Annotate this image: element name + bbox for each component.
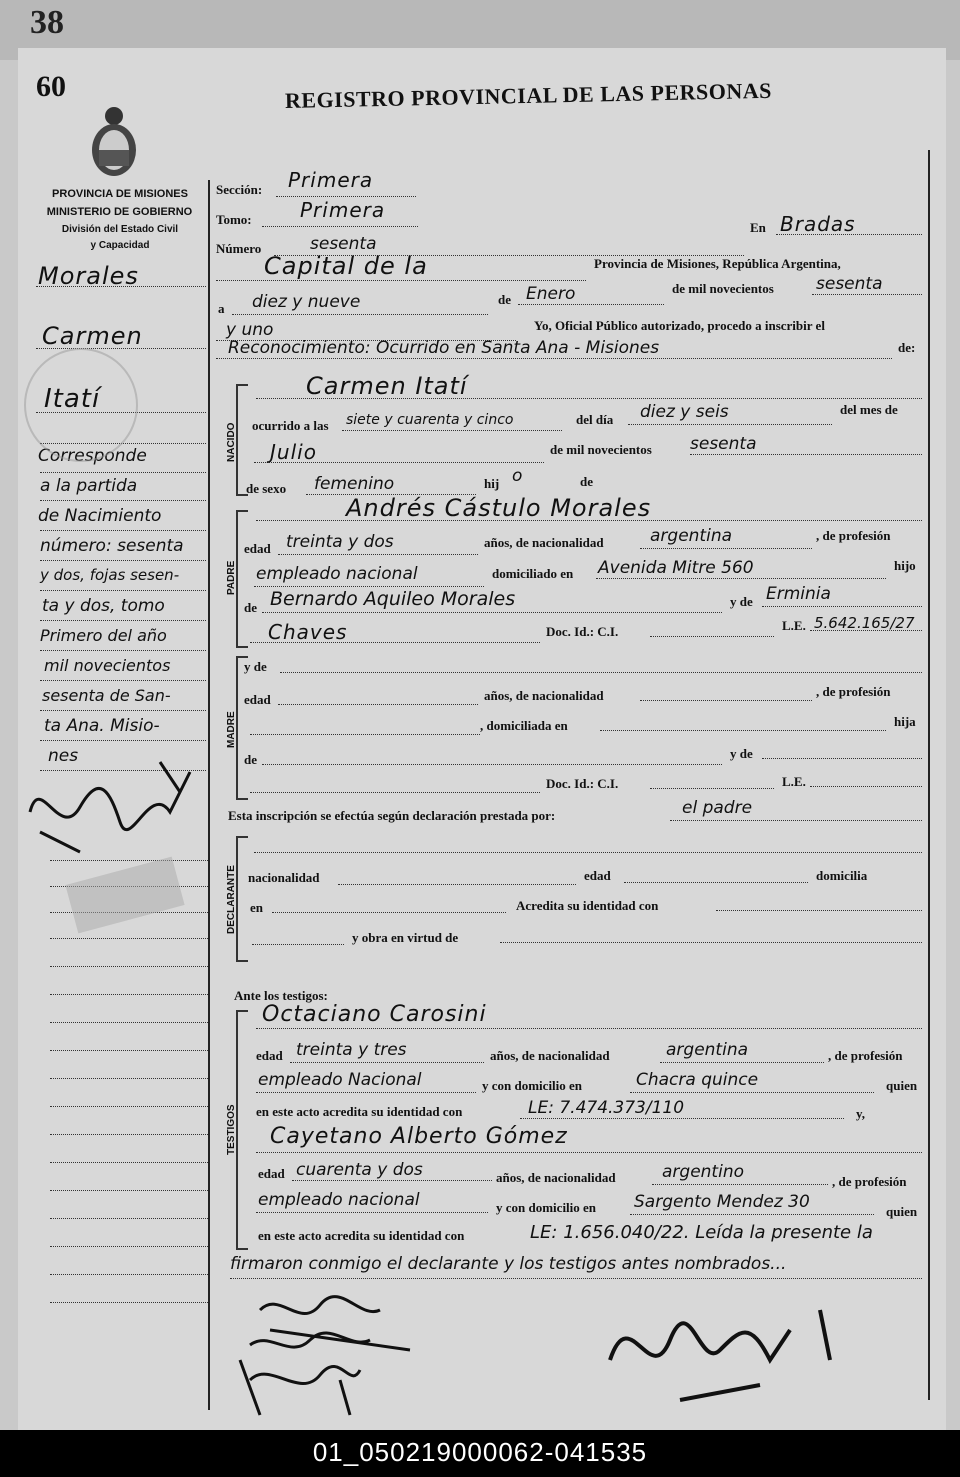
doc-line (650, 636, 774, 637)
mil-label: de mil novecientos (672, 281, 774, 296)
archive-id: 01_050219000062-041535 (0, 1430, 960, 1477)
padre-nac-value: argentina (650, 526, 733, 546)
madre-nac-line (640, 700, 812, 701)
t2-edad-line (292, 1180, 492, 1181)
de-label: de (498, 292, 511, 307)
madre-abuela2-line (250, 792, 540, 793)
abuela-value: Erminia (766, 584, 831, 604)
hija-label: hija (894, 714, 916, 729)
seccion-label: Sección: (216, 182, 263, 197)
decl-nac-line (338, 884, 576, 885)
padre-nac-line (640, 548, 812, 549)
t1-doc-line (520, 1118, 844, 1119)
margin-line (50, 994, 210, 995)
reconoc-line (216, 358, 892, 359)
t1-acredita-label: en este acto acredita su identidad con (256, 1104, 463, 1119)
padre-dom-line (596, 578, 886, 579)
margin-line (50, 1022, 210, 1023)
margin-line (40, 710, 206, 711)
sexo-value: femenino (314, 474, 395, 494)
margin-signature (20, 752, 220, 862)
hijo-value: o (512, 466, 523, 486)
frame-left-line (208, 180, 210, 1410)
esta-line (670, 820, 922, 821)
testigos-side-label: TESTIGOS (226, 1104, 237, 1156)
dia-value: diez y seis (640, 402, 729, 422)
hora-line (342, 430, 562, 431)
margin-line (50, 1162, 210, 1163)
madre-abuelo-line (262, 764, 722, 765)
t1-prof-label: , de profesión (828, 1048, 903, 1063)
t2-doc-value: LE: 1.656.040/22. Leída la presente la (530, 1222, 873, 1243)
margin-note-line: ta Ana. Misio- (44, 716, 160, 736)
t2-dom-line (630, 1214, 874, 1215)
doc-label: Doc. Id.: C.I. (546, 624, 619, 639)
edad-label: edad (244, 541, 271, 556)
nacionalidad-label: nacionalidad (248, 870, 320, 885)
decl-obra-line-b (500, 942, 922, 943)
frame-right-line (928, 150, 930, 1400)
padre-dom-value: Avenida Mitre 560 (598, 558, 754, 578)
t1-prof-value: empleado Nacional (258, 1070, 422, 1090)
del-dia-label: del día (576, 412, 614, 427)
a-value: diez y nueve (252, 292, 361, 312)
padre-edad-value: treinta y dos (286, 532, 394, 552)
madre-dom-line (600, 730, 886, 731)
t2-nac-label: años, de nacionalidad (496, 1170, 616, 1185)
y-de2-label: y de (244, 659, 267, 674)
margin-line (50, 1078, 210, 1079)
abuela-line (762, 606, 922, 607)
coat-of-arms-icon (86, 104, 142, 182)
margin-note-line: ta y dos, tomo (42, 596, 165, 616)
padre-edad-line (278, 554, 478, 555)
nacido-side-label: NACIDO (226, 422, 237, 462)
margin-line (50, 1246, 210, 1247)
t2-nac-line (652, 1184, 828, 1185)
madre-side-label: MADRE (226, 711, 237, 749)
decl-dom-line (272, 912, 506, 913)
margin-line (40, 740, 206, 741)
anios-nac-label: años, de nacionalidad (484, 535, 604, 550)
anio-line (812, 294, 922, 295)
a-line (232, 314, 488, 315)
t1-dom-label: y con domicilio en (482, 1078, 583, 1093)
le-label: L.E. (782, 618, 806, 633)
declarante-side-label: DECLARANTE (226, 865, 237, 935)
domiciliada-label: , domiciliada en (480, 718, 568, 733)
ocurrido-label: ocurrido a las (252, 418, 329, 433)
le2-line (810, 786, 922, 787)
madre-prof-line (250, 734, 480, 735)
margin-line (50, 1190, 210, 1191)
t2-nombre-line (256, 1152, 922, 1153)
t2-dom-value: Sargento Mendez 30 (634, 1192, 810, 1212)
margin-note-line: nes (48, 746, 79, 766)
t2-nac-value: argentino (662, 1162, 744, 1182)
margin-note-line: Primero del año (40, 626, 167, 645)
org-province: PROVINCIA DE MISIONES (52, 188, 188, 200)
capital-line (216, 280, 586, 281)
margin-line (40, 680, 206, 681)
t1-dom-line (630, 1092, 874, 1093)
de3-label: de (580, 474, 593, 489)
margin-line (40, 472, 206, 473)
hora-value: siete y cuarenta y cinco (346, 412, 514, 428)
margin-line (50, 966, 210, 967)
margin-line (40, 530, 206, 531)
seccion-value: Primera (288, 168, 374, 192)
padre-prof-line (254, 586, 484, 587)
margin-line (50, 1302, 210, 1303)
hijo-label: hij (484, 476, 500, 491)
margin-name2: Itatí (44, 384, 101, 414)
cierre-line (230, 1278, 922, 1279)
anio2-val-line (690, 454, 922, 455)
en2-label: en (250, 900, 263, 915)
t2-edad-label: edad (258, 1166, 285, 1181)
margin-line (40, 650, 206, 651)
obra-label: y obra en virtud de (352, 930, 459, 945)
abuelo-value: Bernardo Aquileo Morales (270, 588, 516, 610)
padre-prof-value: empleado nacional (256, 564, 418, 584)
esta-label: Esta inscripción se efectúa según declaración prestada por: (228, 808, 556, 823)
tomo-line (262, 226, 418, 227)
yo-label: Yo, Oficial Público autorizado, procedo a inscribir el (534, 318, 825, 333)
abuelo-line (262, 612, 722, 613)
decl-acredita-line (716, 910, 922, 911)
margin-line (40, 500, 206, 501)
margin-line (40, 620, 206, 621)
edad2-label: edad (244, 692, 271, 707)
tomo-value: Primera (300, 198, 386, 222)
margin-line (50, 1274, 210, 1275)
de-prof2-label: , de profesión (816, 684, 891, 699)
reconoc-value: Reconocimiento: Ocurrido en Santa Ana - Misiones (228, 338, 660, 358)
t1-edad-line (290, 1062, 484, 1063)
y-de-label: y de (730, 594, 753, 609)
t2-prof-label: , de profesión (832, 1174, 907, 1189)
anios-nac2-label: años, de nacionalidad (484, 688, 604, 703)
a-label: a (218, 301, 225, 316)
t2-quien-label: quien (886, 1204, 918, 1219)
t1-nac-line (660, 1062, 824, 1063)
margin-line (40, 560, 206, 561)
madre-nombre-line (280, 672, 922, 673)
officer-signature (590, 1290, 850, 1420)
de4-label: de (244, 600, 257, 615)
old-page-number: 38 (30, 4, 64, 41)
t1-edad-value: treinta y tres (296, 1040, 407, 1060)
domicilia-label: domicilia (816, 868, 868, 883)
de5-label: de (244, 752, 257, 767)
margin-note-line: y dos, fojas sesen- (40, 566, 180, 584)
del-mes-label: del mes de (840, 402, 898, 417)
page-number: 60 (36, 70, 66, 103)
margin-note-line: número: sesenta (40, 536, 184, 556)
t2-nombre-value: Cayetano Alberto Gómez (270, 1124, 568, 1149)
nombre-value: Carmen Itatí (306, 372, 468, 400)
de2-label: de: (898, 340, 916, 355)
t1-nac-value: argentina (666, 1040, 749, 1060)
margin-line (50, 1106, 210, 1107)
t2-prof-line (256, 1212, 488, 1213)
org-division: División del Estado Civil (61, 224, 179, 235)
org-capacity: y Capacidad (90, 240, 150, 251)
testigos-label: Ante los testigos: (234, 988, 328, 1003)
mes-value: Enero (526, 284, 576, 304)
t2-edad-value: cuarenta y dos (296, 1160, 423, 1180)
anio-value: sesenta (816, 274, 883, 294)
padre-side-label: PADRE (226, 560, 237, 596)
t1-doc-value: LE: 7.474.373/110 (528, 1098, 685, 1118)
margin-line (50, 1218, 210, 1219)
margin-note-line: a la partida (40, 476, 138, 496)
padre-nombre-value: Andrés Cástulo Morales (346, 494, 652, 522)
t1-y-label: y, (856, 1106, 866, 1121)
y-de3-label: y de (730, 746, 753, 761)
cierre-value: firmaron conmigo el declarante y los testigos antes nombrados... (230, 1254, 787, 1274)
seal-stamp (24, 348, 138, 462)
decl-edad-line (624, 882, 808, 883)
declarante-nombre-line (254, 852, 922, 853)
margin-line (50, 1050, 210, 1051)
domiciliado-label: domiciliado en (492, 566, 574, 581)
t1-dom-value: Chacra quince (636, 1070, 759, 1090)
de-prof-label: , de profesión (816, 528, 891, 543)
le2-label: L.E. (782, 774, 806, 789)
en-value: Bradas (780, 212, 856, 236)
t1-nombre-value: Octaciano Carosini (262, 1002, 487, 1027)
madre-edad-line (278, 704, 478, 705)
margin-line (40, 590, 206, 591)
margin-line (50, 938, 210, 939)
anio-value-2: y uno (226, 320, 274, 340)
witness-signatures (210, 1290, 470, 1420)
seccion-line (276, 196, 416, 197)
capital-value: Capital de la (264, 252, 428, 280)
margin-surname: Morales (38, 262, 139, 290)
t2-prof-value: empleado nacional (258, 1190, 420, 1210)
margin-note-line: sesenta de San- (42, 686, 171, 705)
madre-abuela-line (762, 758, 922, 759)
tomo-label: Tomo: (216, 212, 252, 227)
abuela-value-2: Chaves (268, 620, 348, 644)
t2-acredita-label: en este acto acredita su identidad con (258, 1228, 465, 1243)
doc2-label: Doc. Id.: C.I. (546, 776, 619, 791)
document-title: REGISTRO PROVINCIAL DE LAS PERSONAS (284, 77, 773, 113)
margin-name1: Carmen (42, 322, 143, 350)
edad3-label: edad (584, 868, 611, 883)
t1-nac-label: años, de nacionalidad (490, 1048, 610, 1063)
mil2-label: de mil novecientos (550, 442, 652, 457)
acredita-label: Acredita su identidad con (516, 898, 659, 913)
numero-label: Número (216, 241, 262, 256)
julio-value: Julio (270, 440, 317, 464)
decl-obra-line-a (252, 944, 344, 945)
esta-value: el padre (682, 798, 753, 818)
en-label: En (750, 220, 766, 235)
doc2-line (650, 788, 774, 789)
margin-note-line: de Nacimiento (38, 506, 162, 526)
t1-prof-line (256, 1092, 476, 1093)
dia-line (628, 424, 832, 425)
anio2-value: sesenta (690, 434, 757, 454)
mes-line (518, 304, 664, 305)
org-ministry: MINISTERIO DE GOBIERNO (46, 206, 193, 218)
hijo2-label: hijo (894, 558, 916, 573)
t1-nombre-line (256, 1028, 922, 1029)
padre-le-value: 5.642.165/27 (814, 614, 915, 632)
margin-note-line: mil novecientos (44, 656, 171, 675)
t2-dom-label: y con domicilio en (496, 1200, 597, 1215)
margin-note-line: Corresponde (38, 446, 147, 466)
sexo-label: de sexo (246, 481, 287, 496)
t1-quien-label: quien (886, 1078, 918, 1093)
t1-edad-label: edad (256, 1048, 283, 1063)
provincia-label: Provincia de Misiones, República Argentina, (594, 256, 841, 271)
numero-value: sesenta (310, 234, 377, 254)
margin-line (50, 1134, 210, 1135)
